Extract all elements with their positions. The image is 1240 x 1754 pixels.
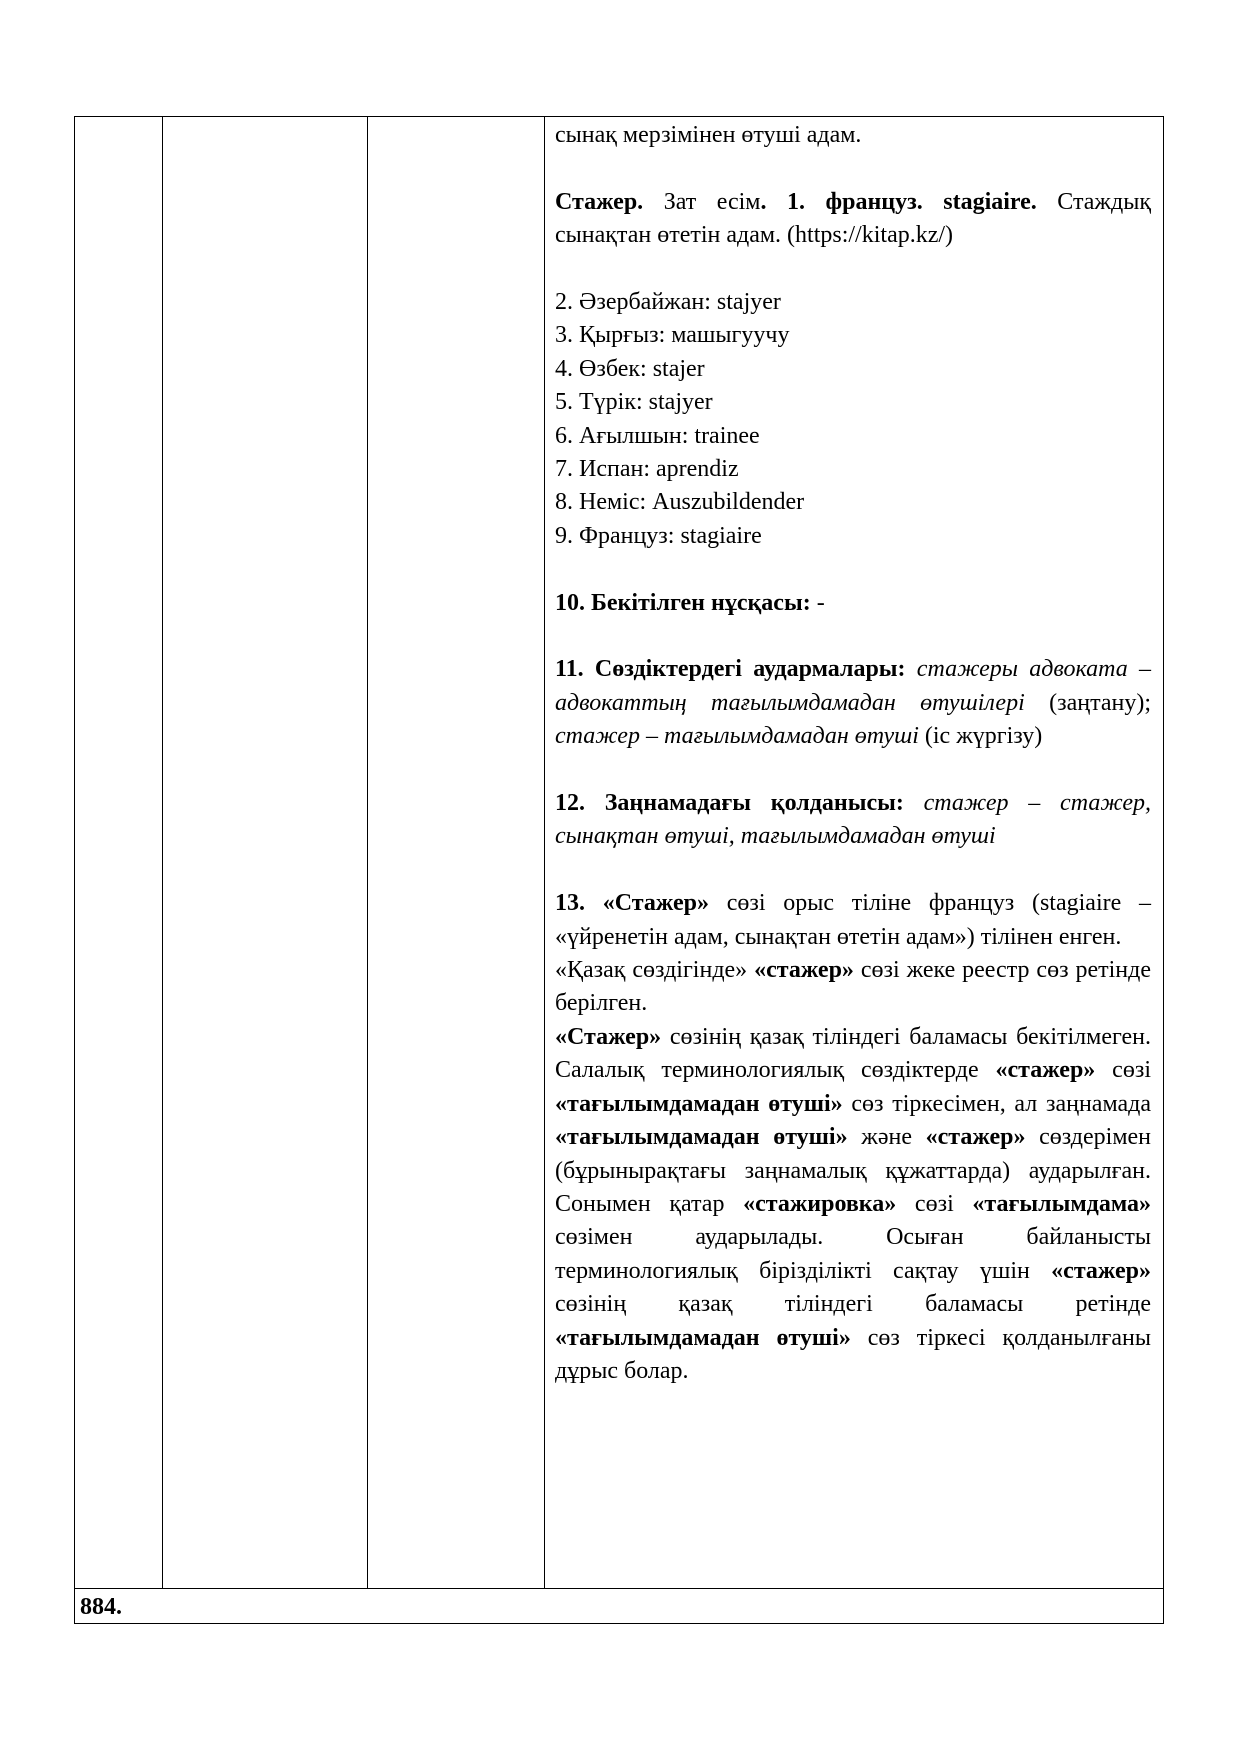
commentary-text: сөзі орыс тіліне француз (stagiaire – «үйренетін адам, сынақтан өтетін адам») тілінен енген.: [555, 890, 1152, 950]
commentary-term: «стажер»: [995, 1057, 1096, 1084]
definition-pos: Зат есім: [643, 188, 761, 215]
language-item: 2. Әзербайжан: stajyer: [555, 289, 781, 315]
commentary-text: сөздерімен (бұрынырақтағы заңнамалық құжаттарда) аударылған. Сонымен қатар: [555, 1124, 1152, 1217]
column-divider-2: [367, 117, 368, 1588]
commentary-text: сөз тіркесімен, ал заңнамада: [842, 1090, 1151, 1117]
dictionary-translations: [555, 653, 1151, 753]
language-item: 4. Өзбек: stajer: [555, 355, 705, 382]
commentary-number: 13.: [555, 890, 603, 917]
commentary-paragraph-1: [555, 887, 1151, 954]
commentary-paragraph-2: [555, 954, 1151, 1021]
commentary-text: сөзінің қазақ тіліндегі баламасы бекітілмеген. Салалық терминологиялық сөздіктерде: [555, 1023, 1151, 1084]
dictionaries-note-2: (іс жүргізу): [918, 723, 1043, 750]
intro-text: сынақ мерзімінен өтуші адам.: [555, 122, 862, 148]
column-divider-1: [162, 117, 163, 1588]
term-description-cell: [555, 119, 1151, 1388]
dictionaries-translation-1: стажеры адвоката – адвокаттың тағылымдамадан өтушілері: [555, 656, 1152, 716]
legislation-usage: [555, 787, 1151, 854]
definition-meaning: Стаждық сынақтан өтетін адам. (https://kitap.kz/): [555, 188, 1151, 249]
language-item: 6. Ағылшын: trainee: [555, 422, 760, 449]
language-item: 9. Француз: stagiaire: [555, 522, 762, 549]
commentary-text: сөзінің қазақ тіліндегі баламасы ретінде: [555, 1291, 1151, 1318]
legislation-value: стажер – стажер, сынақтан өтуші, тағылымдамадан өтуші: [555, 790, 1151, 850]
commentary-text: және: [847, 1124, 926, 1151]
commentary-term: «Стажер»: [555, 1023, 662, 1050]
language-item: 3. Қырғыз: машыгуучу: [555, 322, 790, 349]
language-item: 8. Неміс: Auszubildender: [555, 489, 805, 516]
commentary-text: сөз тіркесі қолданылғаны дұрыс болар.: [555, 1324, 1151, 1384]
dictionaries-note-1: (заңтану);: [1024, 689, 1152, 716]
commentary-text: сөзі жеке реестр сөз ретінде берілген.: [555, 957, 1151, 1017]
commentary-term: «тағылымдама»: [972, 1190, 1151, 1217]
language-item: 5. Түрік: stajyer: [555, 389, 713, 416]
definition-origin: . 1. француз. stagiaire.: [760, 188, 1037, 215]
dictionaries-label: 11. Сөздіктердегі аудармалары:: [555, 656, 906, 683]
commentary-text: сөзімен аударылады. Осыған байланысты терминологиялық бірізділікті сақтау үшін: [555, 1224, 1151, 1284]
commentary-text: «Қазақ сөздігінде»: [555, 957, 755, 984]
approved-value: -: [810, 589, 825, 616]
commentary-paragraph-3: [555, 1021, 1151, 1388]
legislation-label: 12. Заңнамадағы қолданысы:: [555, 790, 904, 817]
commentary-term: «тағылымдамадан өтуші»: [555, 1324, 851, 1351]
dictionaries-translation-2: стажер – тағылымдамадан өтуші: [555, 723, 919, 750]
approved-version: [555, 587, 1151, 620]
commentary-term: «тағылымдамадан өтуші»: [555, 1124, 848, 1151]
row-divider: [75, 1588, 1163, 1589]
language-equivalents-list: [555, 286, 1151, 553]
definition-paragraph: [555, 186, 1151, 253]
next-row-number: 884.: [80, 1594, 122, 1620]
commentary-term: «стажер»: [754, 957, 854, 984]
commentary-text: сөзі: [896, 1190, 973, 1217]
definition-term: Стажер.: [555, 188, 644, 215]
commentary-term: «стажировка»: [743, 1190, 897, 1217]
column-divider-3: [544, 117, 545, 1588]
commentary-text: сөзі: [1095, 1057, 1151, 1084]
approved-label: 10. Бекітілген нұсқасы:: [555, 589, 811, 616]
commentary-term: «тағылымдамадан өтуші»: [555, 1090, 843, 1117]
commentary-term: «стажер»: [1051, 1257, 1151, 1284]
commentary-term: «стажер»: [925, 1124, 1026, 1151]
language-item: 7. Испан: aprendiz: [555, 456, 739, 483]
intro-line: [555, 119, 1151, 152]
commentary-term: «Стажер»: [602, 890, 709, 917]
